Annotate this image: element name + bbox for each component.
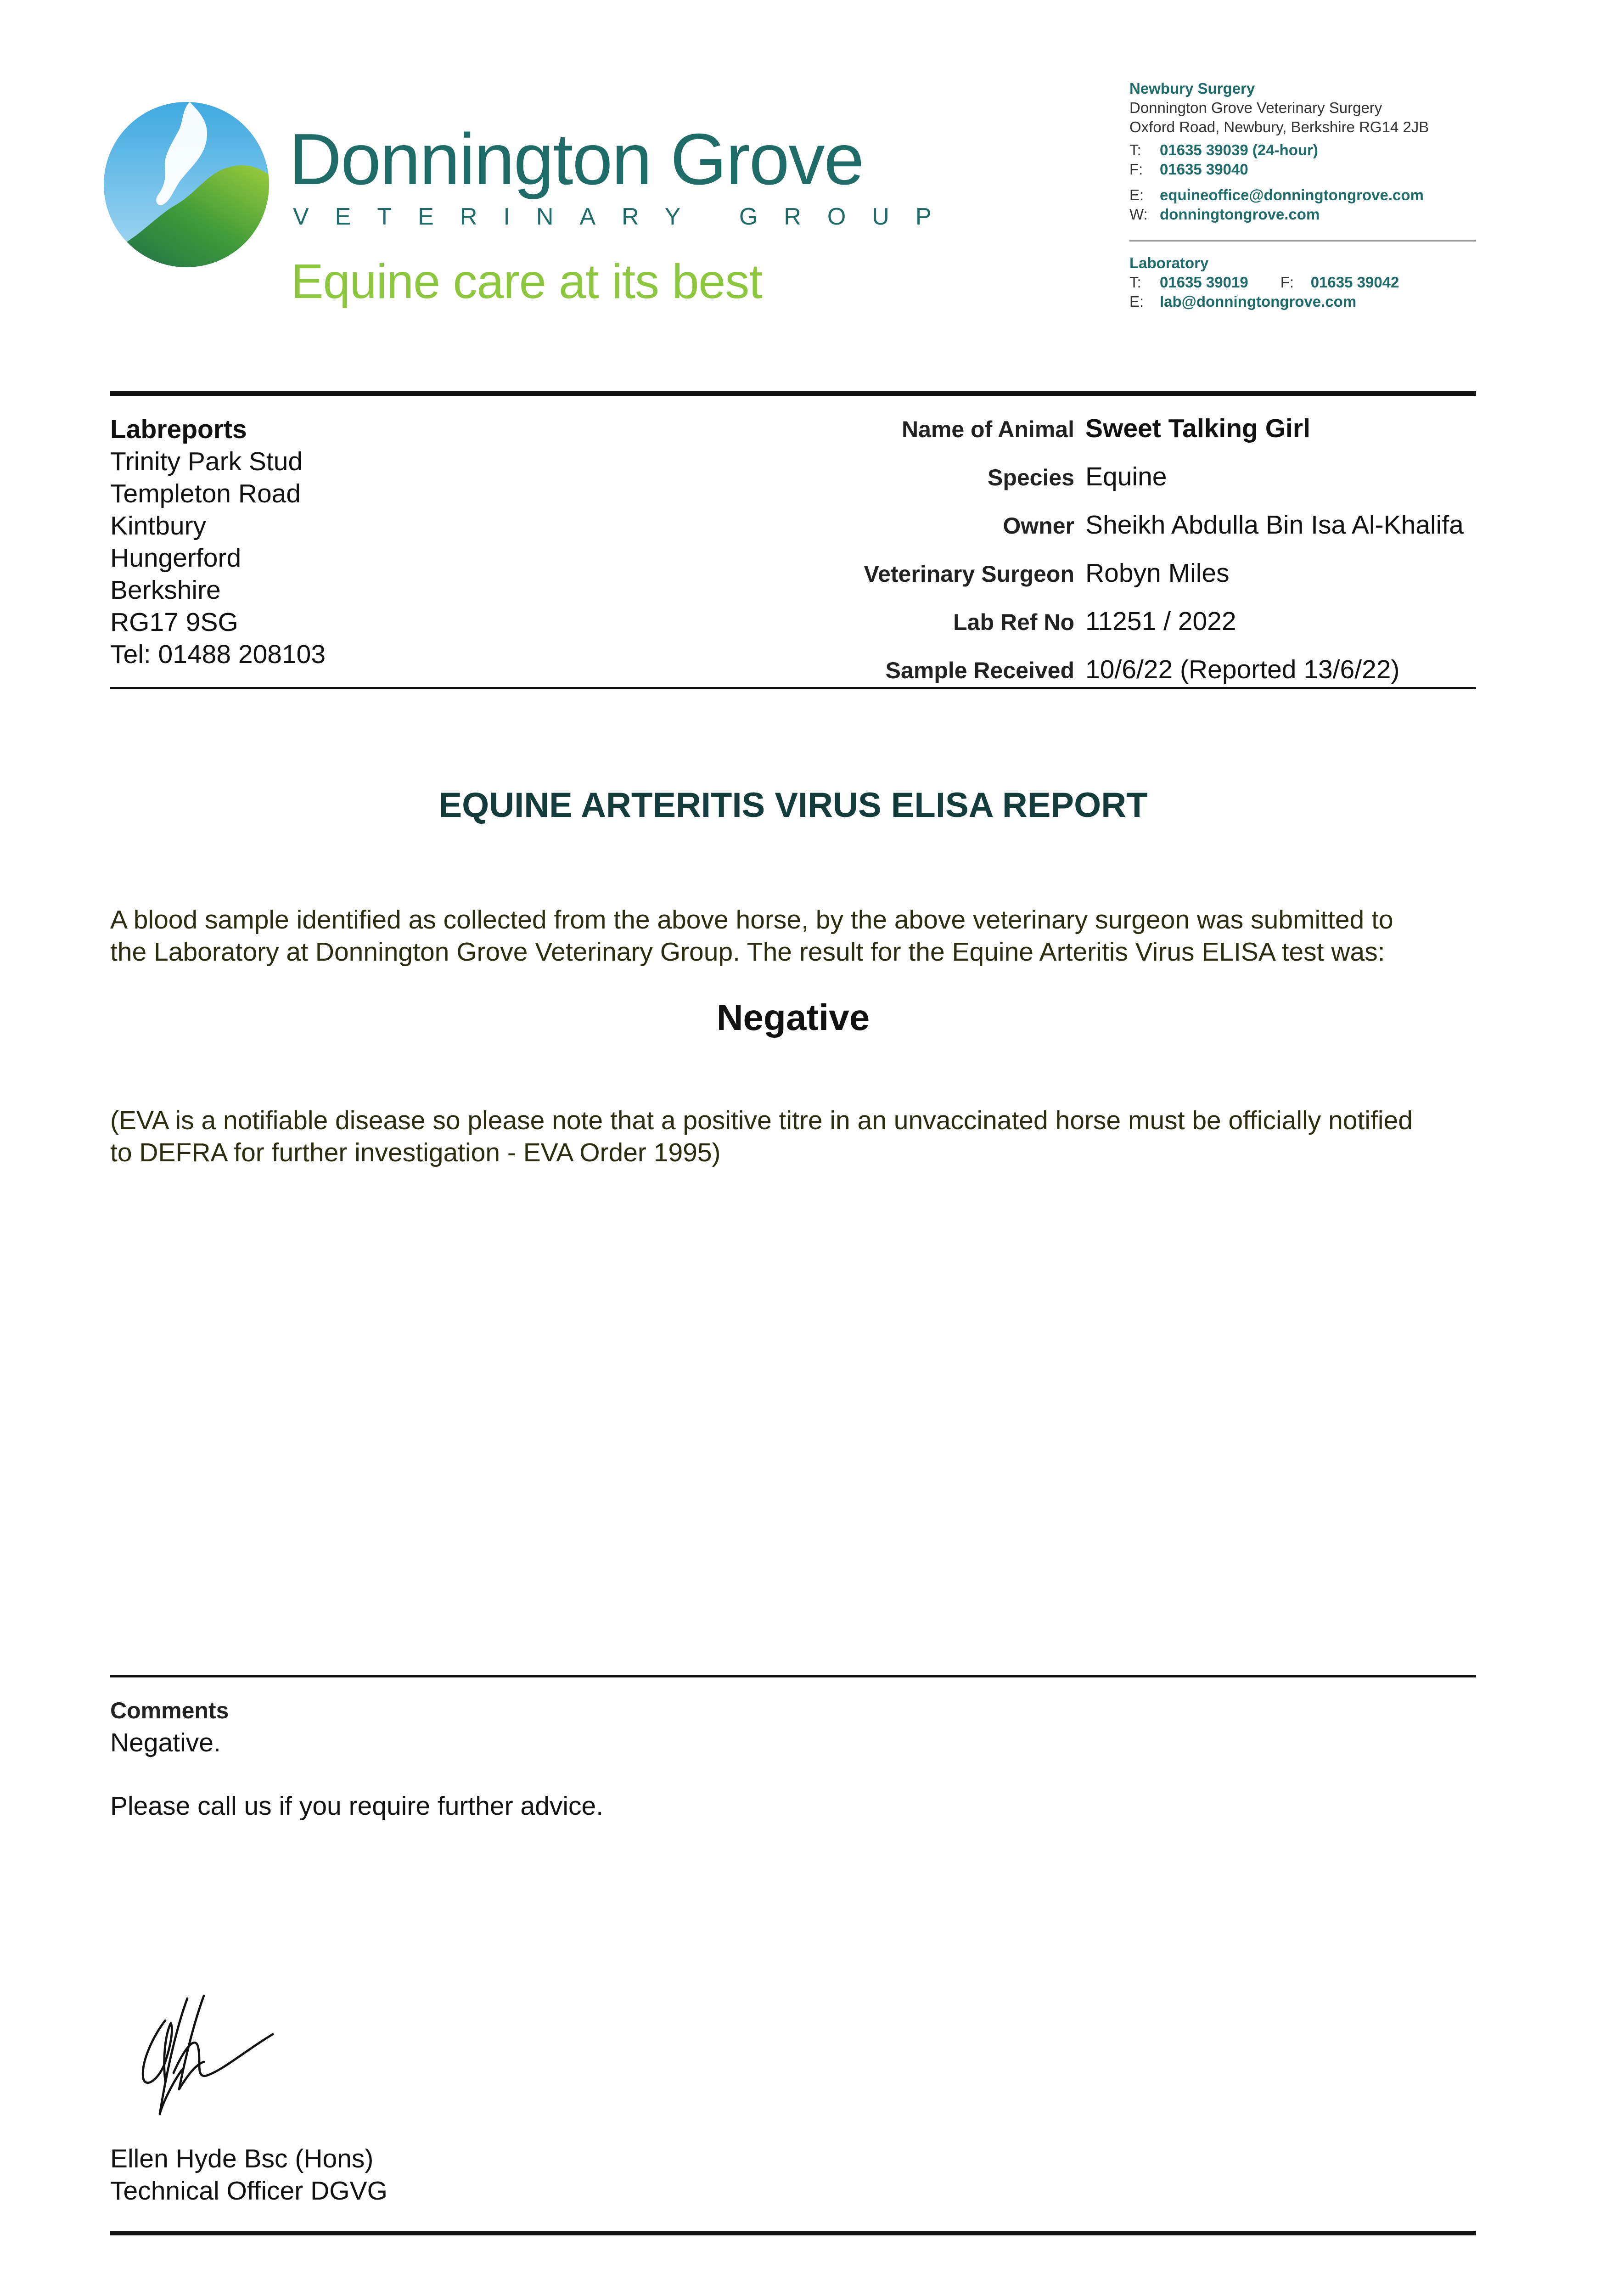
report-intro (110, 904, 1488, 968)
brand-name: Donnington Grove (289, 119, 864, 200)
surgery-email-link[interactable]: equineoffice@donningtongrove.com (1160, 186, 1424, 203)
contact-divider (1129, 240, 1476, 242)
advice-text: Please call us if you require further advice. (110, 1791, 604, 1821)
surgery-fax: 01635 39040 (1160, 161, 1248, 178)
comment-text: Negative. (110, 1728, 221, 1757)
details-row (569, 461, 1464, 510)
laboratory-contact-block (1129, 253, 1399, 311)
surgery-website-link[interactable]: donningtongrove.com (1160, 206, 1320, 223)
surgery-address-line1: Donnington Grove Veterinary Surgery (1129, 99, 1382, 116)
surgery-phone[interactable]: 01635 39039 (24-hour) (1160, 141, 1318, 158)
laboratory-email-link[interactable]: lab@donningtongrove.com (1160, 293, 1357, 310)
details-label: Species (987, 465, 1074, 490)
signature-image (124, 1993, 289, 2131)
notifiable-disease-notice (110, 1104, 1488, 1169)
laboratory-fax: 01635 39042 (1310, 274, 1399, 291)
laboratory-email-row: E: lab@donningtongrove.com (1129, 293, 1357, 310)
details-label: Owner (1003, 513, 1074, 539)
report-title: EQUINE ARTERITIS VIRUS ELISA REPORT (438, 786, 1148, 825)
footer-divider (110, 2231, 1476, 2235)
recipient-address (110, 413, 326, 670)
details-row (569, 558, 1464, 606)
notice-line: to DEFRA for further investigation - EVA Order 1995) (110, 1138, 721, 1167)
surgery-web-row: W: donningtongrove.com (1129, 206, 1320, 223)
animal-details-table (569, 413, 1464, 703)
brand-tagline: Equine care at its best (291, 254, 762, 309)
sample-received-value: 10/6/22 (Reported 13/6/22) (1085, 655, 1400, 684)
report-intro-line: A blood sample identified as collected from the above horse, by the above veterinary surgeon was submitted to (110, 905, 1393, 934)
lab-ref-value: 11251 / 2022 (1085, 607, 1236, 636)
species-value: Equine (1085, 462, 1167, 491)
recipient-name: Labreports (110, 415, 247, 444)
surgery-contact-block (1129, 79, 1429, 224)
details-label: Lab Ref No (953, 609, 1074, 635)
address-line: Kintbury (110, 511, 207, 540)
details-label: Sample Received (885, 658, 1074, 683)
laboratory-phone[interactable]: 01635 39019 (1160, 274, 1248, 291)
surgery-fax-row: F: 01635 39040 (1129, 161, 1248, 178)
details-row (569, 606, 1464, 654)
address-line: Hungerford (110, 543, 241, 573)
address-line: Trinity Park Stud (110, 447, 303, 476)
details-row (569, 654, 1464, 703)
surgery-phone-row: T: 01635 39039 (24-hour) (1129, 141, 1318, 158)
details-label: Veterinary Surgeon (864, 561, 1074, 587)
signatory-name: Ellen Hyde Bsc (Hons) (110, 2144, 374, 2173)
owner-value: Sheikh Abdulla Bin Isa Al-Khalifa (1085, 510, 1464, 540)
signatory-role: Technical Officer DGVG (110, 2176, 387, 2206)
animal-name-value: Sweet Talking Girl (1085, 414, 1310, 443)
surgery-title: Newbury Surgery (1129, 80, 1255, 97)
comments-divider (110, 1675, 1476, 1677)
test-result: Negative (716, 997, 870, 1038)
laboratory-title: Laboratory (1129, 254, 1209, 271)
donnington-grove-logo-icon (104, 102, 269, 267)
laboratory-phone-fax-row: T: 01635 39019 F: 01635 39042 (1129, 274, 1399, 291)
details-row (569, 510, 1464, 558)
header-divider (110, 391, 1476, 396)
address-line: RG17 9SG (110, 608, 238, 637)
surgery-address-line2: Oxford Road, Newbury, Berkshire RG14 2JB (1129, 118, 1429, 135)
address-line: Templeton Road (110, 479, 301, 508)
surgery-email-row: E: equineoffice@donningtongrove.com (1129, 186, 1424, 203)
signatory (110, 2143, 387, 2207)
details-divider (110, 687, 1476, 689)
comments-heading: Comments (110, 1698, 229, 1723)
brand-subtitle: VETERINARY GROUP (293, 203, 958, 230)
address-phone: Tel: 01488 208103 (110, 640, 326, 669)
address-line: Berkshire (110, 575, 221, 605)
notice-line: (EVA is a notifiable disease so please note that a positive titre in an unvaccinated horse must be officially notified (110, 1106, 1413, 1135)
details-label: Name of Animal (901, 416, 1074, 442)
report-intro-line: the Laboratory at Donnington Grove Veterinary Group. The result for the Equine Arteritis Virus ELISA test was: (110, 937, 1385, 967)
vet-surgeon-value: Robyn Miles (1085, 558, 1230, 588)
details-row (569, 413, 1464, 461)
